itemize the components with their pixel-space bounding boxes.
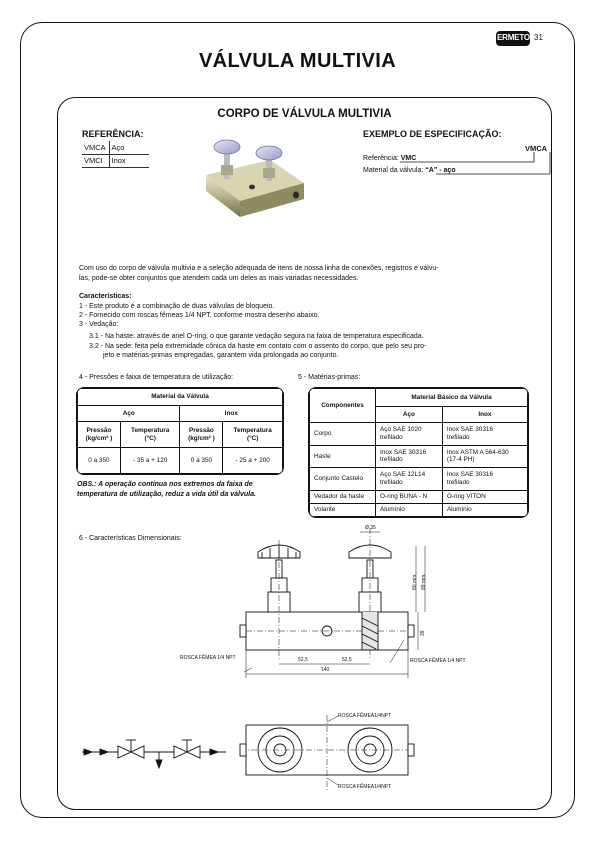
table-row <box>310 445 528 468</box>
pressure-table-title: Material da Válvula <box>78 389 283 406</box>
table-cell: Alumínio <box>376 503 443 516</box>
section-title: CORPO DE VÁLVULA MULTIVIA <box>217 108 392 120</box>
characteristics-subitem: 3.1 - Na haste: através de anel O-ring, o que garante vedação segura na faixa de temperatura especificada. <box>89 333 424 340</box>
dim-80: 80 mín. <box>412 573 418 590</box>
spec-material-row <box>363 167 456 174</box>
table-row <box>78 389 283 406</box>
table-cell: Inox SAE 30316 trefilado <box>376 445 443 468</box>
materials-heading: 5 - Matérias-primas: <box>298 374 361 381</box>
table-row <box>310 490 528 503</box>
reference-material: Inox <box>109 154 149 167</box>
spec-example-code: VMCA <box>525 144 548 153</box>
table-cell: 0 a 350 <box>180 448 223 474</box>
spec-reference-row <box>363 155 416 162</box>
page-title: VÁLVULA MULTIVIA <box>198 50 397 72</box>
table-cell: Inox SAE 30316 trefilado <box>442 468 527 491</box>
spec-reference-value: VMC <box>400 155 417 162</box>
column-header: Inox <box>442 407 527 423</box>
intro-line: Com uso do corpo de válvula multivia e a seleção adequada de itens de nossa linha de conexões, registros e válvu- <box>79 265 439 272</box>
column-header: Aço <box>376 407 443 423</box>
reference-material: Aço <box>109 141 149 154</box>
intro-line: las, pode-se obter conjuntos que atendem cada um deles as mais variadas necessidades. <box>79 275 359 282</box>
dim-diameter: Ø 35 <box>365 525 376 531</box>
characteristics-item: 2 - Fornecido com roscas fêmeas 1/4 NPT, conforme mostra desenho abaixo. <box>79 312 320 319</box>
column-header: Temperatura (°C) <box>223 422 283 448</box>
reference-code: VMCI <box>82 154 109 167</box>
table-cell: 0 a 350 <box>78 448 121 474</box>
thread-label-bottom: ROSCA FÊMEA1/4NPT <box>338 784 392 790</box>
thread-label-right: ROSCA FÊMEA 1/4 NPT <box>410 658 466 664</box>
thread-label-top: ROSCA FÊMEA1/4NPT <box>338 713 392 719</box>
obs-line: temperatura de utilização, reduz a vida útil da válvula. <box>77 490 256 498</box>
brand-logo: ERMETO <box>496 31 530 46</box>
table-cell: Inox SAE 30316 trefilado <box>442 423 527 446</box>
reference-table <box>82 141 149 168</box>
table-row <box>78 406 283 422</box>
dim-39: 39 <box>420 630 426 636</box>
table-row <box>78 422 283 448</box>
obs-line: OBS.: A operação contínua nos extremos da faixa de <box>77 481 253 488</box>
component-cell: Corpo <box>310 423 376 446</box>
dim-140: 140 <box>321 667 330 673</box>
characteristics-title: Características: <box>79 293 132 300</box>
group-steel: Aço <box>78 406 180 422</box>
characteristics-subitem: jeto e matérias-primas empregadas, garantem vida prolongada ao conjunto. <box>103 352 339 359</box>
characteristics-item: 3 - Vedação: <box>79 321 119 328</box>
column-header: Temperatura (°C) <box>120 422 180 448</box>
characteristics-item: 1 - Este produto é a combinação de duas válvulas de bloqueio. <box>79 303 275 310</box>
table-row <box>310 423 528 446</box>
table-cell: O-ring VITON <box>442 490 527 503</box>
page-number: 31 <box>534 33 543 42</box>
table-cell: Aço SAE 1020 trefilado <box>376 423 443 446</box>
spec-material-value: “A” - aço <box>425 167 456 174</box>
column-header: Componentes <box>310 389 376 423</box>
obs-note <box>77 480 256 499</box>
reference-code: VMCA <box>82 141 109 154</box>
table-row <box>310 389 528 407</box>
materials-table <box>308 387 529 518</box>
column-header: Material Básico da Válvula <box>376 389 528 407</box>
table-row <box>82 141 149 154</box>
reference-title: REFERÊNCIA: <box>82 129 144 139</box>
pressure-table <box>76 387 284 475</box>
table-row <box>78 448 283 474</box>
group-stainless: Inox <box>180 406 283 422</box>
table-row <box>82 154 149 167</box>
table-cell: Inox ASTM A 564-630 (17-4 PH) <box>442 445 527 468</box>
table-cell: Alumínio <box>442 503 527 516</box>
dim-52-5: 52,5 <box>342 657 352 663</box>
column-header: Pressão (kg/cm² ) <box>180 422 223 448</box>
valve-body-photo <box>200 135 320 225</box>
component-cell: Volante <box>310 503 376 516</box>
table-cell: O-ring BUNA - N <box>376 490 443 503</box>
component-cell: Vedador da haste <box>310 490 376 503</box>
table-row <box>310 503 528 516</box>
spec-reference-label: Referência: <box>363 155 399 162</box>
dim-52-5: 52,5 <box>298 657 308 663</box>
table-cell: Aço SAE 12L14 trefilado <box>376 468 443 491</box>
component-cell: Conjunto Castelo <box>310 468 376 491</box>
spec-material-label: Material da válvula: <box>363 167 424 174</box>
component-cell: Haste <box>310 445 376 468</box>
thread-label-left: ROSCA FÊMEA 1/4 NPT <box>180 655 236 661</box>
characteristics-subitem: 3.2 - Na sede: feita pela extremidade cônica da haste em contato com o assento do corpo, que pelo seu pro- <box>89 343 427 350</box>
dim-89: 89 mín. <box>421 573 427 590</box>
table-cell: - 25 a + 200 <box>223 448 283 474</box>
spec-example-title: EXEMPLO DE ESPECIFICAÇÃO: <box>363 129 502 139</box>
pressure-heading: 4 - Pressões e faixa de temperatura de utilização: <box>79 374 234 381</box>
table-row <box>310 468 528 491</box>
table-cell: - 35 a + 120 <box>120 448 180 474</box>
dimensions-heading: 6 - Características Dimensionais: <box>79 535 182 542</box>
column-header: Pressão (kg/cm² ) <box>78 422 121 448</box>
